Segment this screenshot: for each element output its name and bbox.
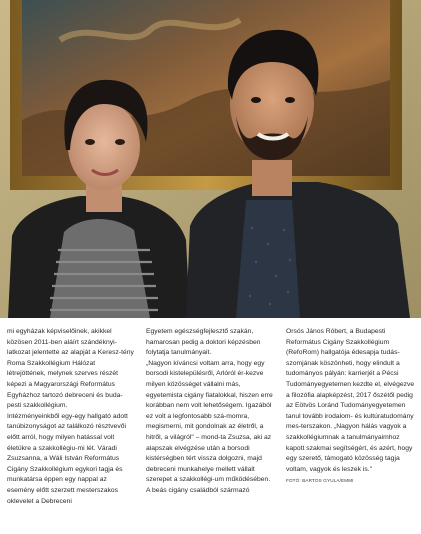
paragraph: A beás cigány családból származó — [146, 486, 250, 494]
article-body — [0, 327, 421, 534]
photo-credit: FOTÓ: BARTOS GYULA/EMMI — [286, 478, 354, 484]
article-column-3 — [286, 327, 415, 484]
paragraph: „Nagyon kíváncsi voltam arra, hogy egy borsodi kistelepülésről, Arlóról ér-kezve milyen közösséget vállalni más, egyetemista cigány fiatalokkal, hiszen erre korábban nem volt lehetőségem. Igazából ez volt a legfontosabb szá-momra, megismerni, mit gondolnak az életről, a hitről, a világról" – mond-ta Zsuzsa, aki az alapszak elvégzése után a borsodi kistérségben tért vissza dolgozni, majd debreceni munkahelye mellett vállalt szerepet a szakkollégi-um működésében. — [146, 359, 273, 484]
paragraph: Egyetem egészségfejlesztő szakán, hamarosan pedig a doktori képzésben folytatja tanulmányait. — [146, 328, 261, 357]
article-column-1 — [7, 327, 134, 507]
paragraph: Intézményeinkből egy-egy hallgató adott tanúbizonyságot az találkozó résztvevői előtt arról, hogy milyen hatással volt életükre a szakkollégiu-mi lét. Váradi Zsuzsanna, a Wáli István Református Cigány Szakkollégium egykori tagja és munkatársa éppen egy nappal az esemény előtt szerzett mesterszakos oklevelet a Debreceni — [7, 412, 128, 505]
paragraph: mi egyházak képviselőinek, akikkel közösen 2011-ben aláírt szándéknyi-latkozat jelentette az alapját a Keresz-tény Roma Szakkollégium Hálózat létrejöttének, melynek szerves részét képezi a Magyarországi Református Egyházhoz tartozó debreceni és buda-pesti szakkollégium. — [7, 328, 134, 410]
article-column-2 — [146, 327, 273, 497]
paragraph: Orsós János Róbert, a Budapesti Református Cigány Szakkollégium (RefoRom) hallgatója édesapja tudás-szomjának köszönheti, hogy elindult a tudományos pályán: karrierjét a Pécsi Tudományegyetemen kezdte el, elvégezve a filozófia alapképzést, 2017 őszétől pedig az Eötvös Loránd Tudományegyetemen tanul tovább irodalom- és kultúratudomány mes-terszakon. „Nagyon hálás vagyok a szakkollégiumnak a tanulmányaimhoz kapott szakmai segítségért, és azért, hogy egy szerető, támogató közösség tagja voltam, vagyok és leszek is." — [286, 328, 415, 473]
